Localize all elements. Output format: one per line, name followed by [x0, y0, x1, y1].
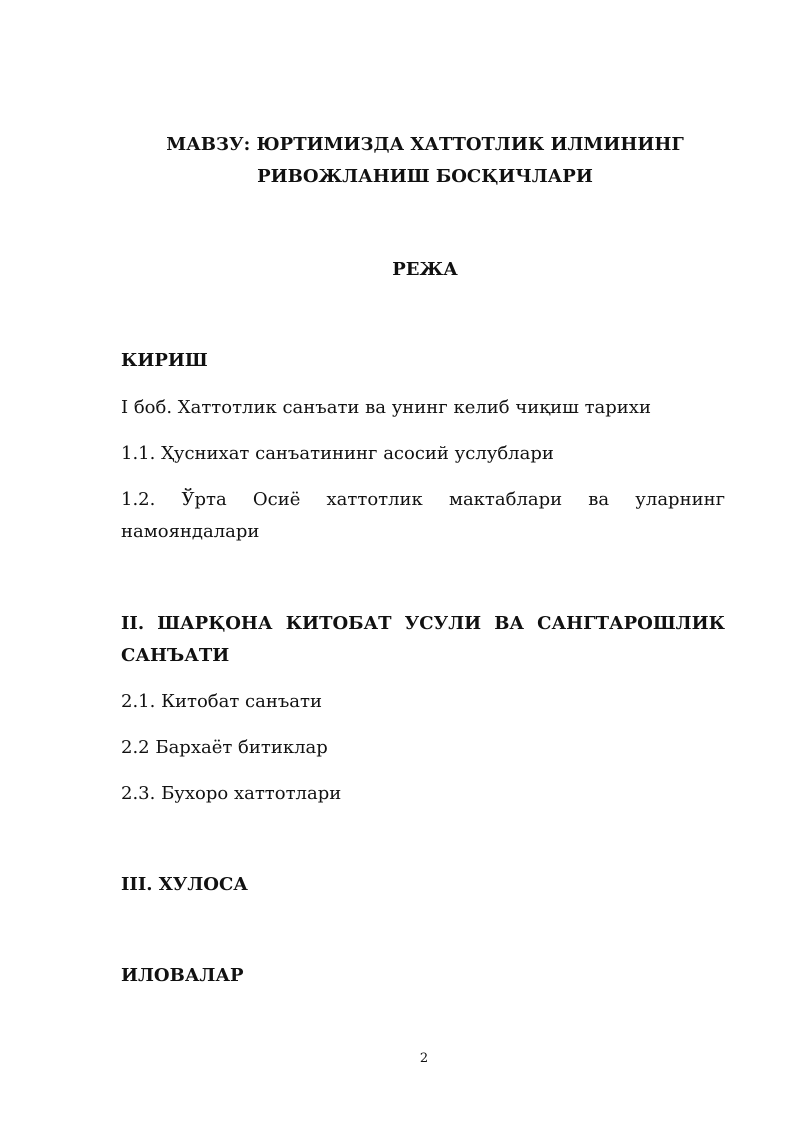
section-1-2-line-2: намояндалари [121, 521, 260, 542]
section-1-2-word: хаттотлик [326, 489, 423, 510]
chapter-2-word: ШАРҚОНА [157, 613, 273, 634]
section-1-1: 1.1. Ҳуснихат санъатининг асосий услублари [121, 443, 554, 464]
section-1-2-word: Ўрта [181, 489, 227, 510]
section-1-2-line-1 [121, 484, 725, 516]
chapter-1-heading: I боб. Хаттотлик санъати ва унинг келиб чиқиш тарихи [121, 397, 651, 418]
plan-heading: РЕЖА [392, 259, 458, 280]
chapter-2-word: КИТОБАТ [285, 613, 392, 634]
section-1-2-word: ва [588, 489, 610, 510]
appendices-heading: ИЛОВАЛАР [121, 965, 244, 986]
document-title-line-1: МАВЗУ: ЮРТИМИЗДА ХАТТОТЛИК ИЛМИНИНГ [166, 134, 684, 155]
section-1-2-word: уларнинг [635, 489, 725, 510]
chapter-2-word: ВА [494, 613, 525, 634]
chapter-2-heading-line-1 [121, 608, 725, 640]
section-1-2-word: мактаблари [448, 489, 563, 510]
introduction-heading: КИРИШ [121, 350, 208, 371]
chapter-2-word: II. [121, 613, 145, 634]
page-number: 2 [419, 1051, 429, 1066]
chapter-2-word: УСУЛИ [404, 613, 482, 634]
section-2-1: 2.1. Китобат санъати [121, 691, 322, 712]
section-1-2-word: 1.2. [121, 489, 156, 510]
section-2-3: 2.3. Бухоро хаттотлари [121, 783, 342, 804]
section-2-2: 2.2 Бархаёт битиклар [121, 737, 328, 758]
chapter-2-heading-line-2: САНЪАТИ [121, 645, 230, 666]
section-1-2-word: Осиё [252, 489, 301, 510]
chapter-3-heading: III. ХУЛОСА [121, 874, 248, 895]
document-title-line-2: РИВОЖЛАНИШ БОСҚИЧЛАРИ [257, 166, 593, 187]
chapter-2-word: САНГТАРОШЛИК [537, 613, 725, 634]
